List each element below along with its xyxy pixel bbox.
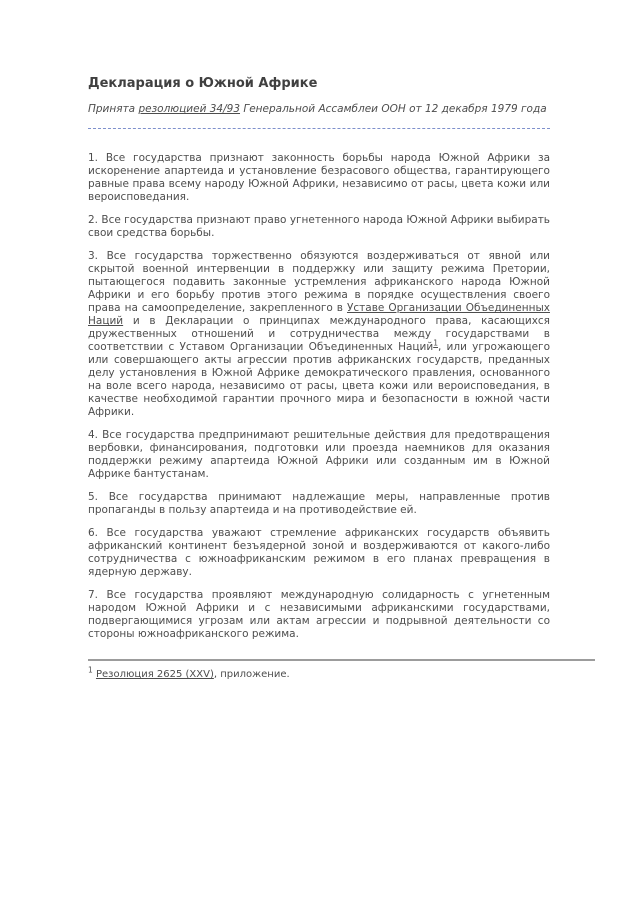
text-segment: 2. Все государства признают право угнетенного народа Южной Африки выбирать свои средства борьбы. xyxy=(88,214,550,239)
text-segment: и в Декларации о принципах международного права, касающихся дружественных отношений и сотрудничества между государствами в соответствии с Уставом Организации Объединенных Наций xyxy=(88,315,550,353)
text-segment: , или угрожающего или совершающего акты агрессии против африканских государств, преданных делу установления в Южной Африке демократического правления, основанного на воле всего народа, независимо от расы, цвета кожи или вероисповедания, в качестве необходимой гарантии прочного мира и безопасности в южной части Африки. xyxy=(88,341,550,418)
text-segment: 7. Все государства проявляют международную солидарность с угнетенным народом Южной Африки и с независимыми африканскими государствами, подвергающимися угрозам или актам агрессии и подрывной деятельности со стороны южноафриканского режима. xyxy=(88,589,550,640)
document-title: Декларация о Южной Африке xyxy=(88,76,318,91)
document-subtitle xyxy=(88,103,550,116)
footnote-marker: 1 xyxy=(88,665,93,675)
dotted-divider xyxy=(88,128,550,129)
inline-link[interactable]: Уставе Организации Объединенных Наций xyxy=(88,302,550,327)
paragraph-7 xyxy=(88,589,550,641)
inline-link[interactable]: Резолюция 2625 (XXV) xyxy=(95,669,214,680)
footnote xyxy=(88,665,550,681)
text-segment: 5. Все государства принимают надлежащие меры, направленные против пропаганды в пользу апартеида и на противодействие ей. xyxy=(88,491,550,516)
paragraph-1 xyxy=(88,152,550,204)
paragraph-3 xyxy=(88,250,550,419)
document-body xyxy=(88,152,598,641)
text-segment: Генеральной Ассамблеи ООН от 12 декабря 1979 года xyxy=(240,103,547,115)
paragraph-2 xyxy=(88,214,550,240)
text-segment: , приложение. xyxy=(213,669,290,680)
footnote-ref-link[interactable]: 1 xyxy=(433,338,438,348)
text-segment: 6. Все государства уважают стремление африканских государств объявить африканский континент безъядерной зоной и воздерживаются от какого-либо сотрудничества с южноафриканским режимом в его планах превращения в ядерную державу. xyxy=(88,527,550,578)
text-segment: 4. Все государства предпринимают решительные действия для предотвращения вербовки, финансирования, подготовки или проезда наемников для оказания поддержки режиму апартеида Южной Африки или созданным им в Южной Африке бантустанам. xyxy=(88,429,550,480)
footnote-divider xyxy=(88,659,595,661)
inline-link[interactable]: резолюцией 34/93 xyxy=(138,103,241,115)
text-segment: 1. Все государства признают законность борьбы народа Южной Африки за искоренение апартеида и установление безрасового общества, гарантирующего равные права всему народу Южной Африки, независимо от расы, цвета кожи или вероисповедания. xyxy=(88,152,550,203)
paragraph-4 xyxy=(88,429,550,481)
text-segment: Принята xyxy=(88,103,139,115)
paragraph-6 xyxy=(88,527,550,579)
text-segment: 3. Все государства торжественно обязуются воздерживаться от явной или скрытой военной интервенции в поддержку или защиту режима Претории, пытающегося подавить законные устремления африканского народа Южной Африки и его борьбу против этого режима в порядке осуществления своего права на самоопределение, закрепленного в xyxy=(88,250,550,314)
paragraph-5 xyxy=(88,491,550,517)
